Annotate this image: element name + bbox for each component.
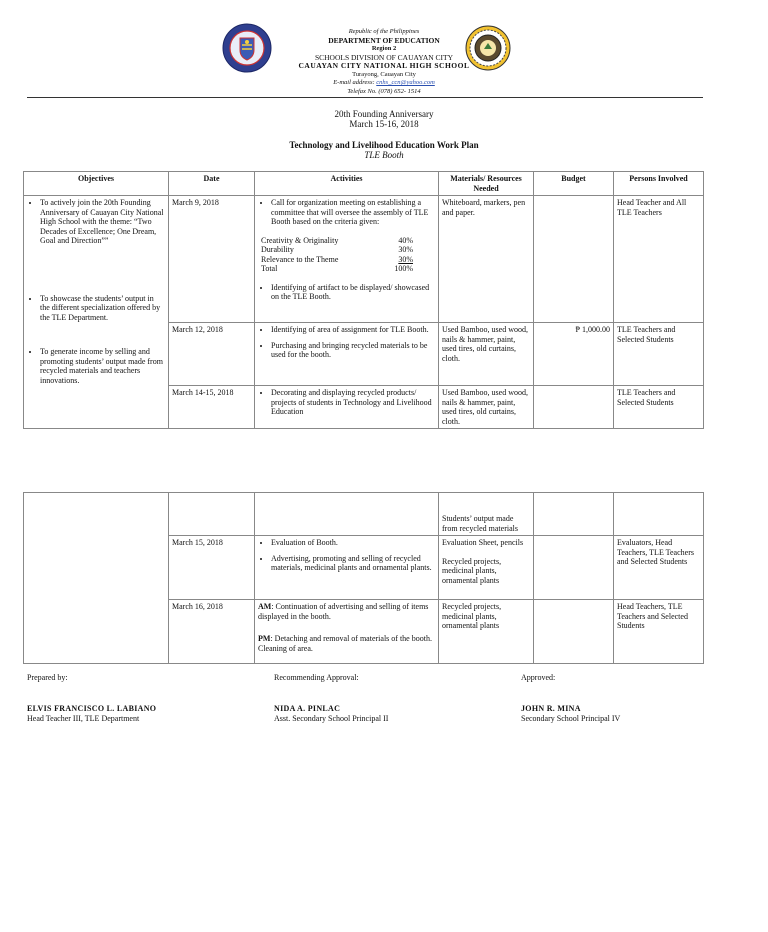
anniversary-title: 20th Founding Anniversary (334, 109, 434, 119)
prepared-name: ELVIS FRANCISCO L. LABIANO (27, 704, 157, 713)
letterhead-school: CAUAYAN CITY NATIONAL HIGH SCHOOL (298, 61, 470, 70)
criteria-name: Creativity & Originality (261, 235, 339, 245)
activities-cell (255, 536, 439, 600)
recommending-signatory (274, 704, 504, 723)
objective-item: • To actively join the 20th Founding Anniversary of Cauayan City National High School with the theme: “Two Decades of Excellence; One Dream, Goal and Direction”” (40, 198, 165, 246)
event-date: March 15-16, 2018 (349, 119, 419, 129)
pm-label: PM (258, 634, 271, 643)
table-row (24, 196, 704, 323)
work-plan-table-continued (23, 492, 704, 664)
letterhead (0, 28, 768, 96)
activity-item: • Advertising, promoting and selling of recycled materials, medicinal plants and ornamental plants. (271, 554, 435, 573)
activity-item: • Decorating and displaying recycled products/ projects of students in Technology and Livelihood Education (271, 388, 435, 417)
materials-cell: Recycled projects, medicinal plants, ornamental plants (439, 600, 534, 664)
date-cell: March 16, 2018 (169, 600, 255, 664)
criteria-list (258, 236, 435, 274)
activities-cell (255, 600, 439, 664)
activity-item: • Purchasing and bringing recycled materials to be used for the booth. (271, 341, 435, 360)
approved-signatory (521, 704, 741, 723)
table-row (24, 493, 704, 536)
persons-cell: Evaluators, Head Teachers, TLE Teachers and Selected Students (614, 536, 704, 600)
activities-cell (255, 493, 439, 536)
materials-line: Evaluation Sheet, pencils (442, 538, 524, 547)
criteria-name: Relevance to the Theme (261, 254, 339, 264)
persons-cell: Head Teacher and All TLE Teachers (614, 196, 704, 323)
header-divider (27, 97, 703, 98)
date-cell: March 12, 2018 (169, 323, 255, 386)
materials-line: Recycled projects, medicinal plants, ornamental plants (442, 556, 502, 585)
materials-cell: Whiteboard, markers, pen and paper. (439, 196, 534, 323)
approved-title: Secondary School Principal IV (521, 713, 621, 723)
criteria-name: Durability (261, 245, 294, 254)
letterhead-email-label: E-mail address: (333, 79, 375, 86)
objectives-cell (24, 493, 169, 664)
letterhead-republic: Republic of the Philippines (348, 28, 420, 35)
persons-cell (614, 493, 704, 536)
persons-cell: Head Teachers, TLE Teachers and Selected Students (614, 600, 704, 664)
work-plan-table (23, 171, 704, 429)
criteria-pct: 30% (398, 254, 413, 264)
budget-cell (534, 196, 614, 323)
materials-cell: Used Bamboo, used wood, nails & hammer, paint, used tires, old curtains, cloth. (439, 386, 534, 429)
work-plan-title: Technology and Livelihood Education Work Plan (289, 140, 479, 150)
activity-item: • Identifying of artifact to be displayed/ showcased on the TLE Booth. (271, 283, 435, 302)
date-cell: March 9, 2018 (169, 196, 255, 323)
persons-cell: TLE Teachers and Selected Students (614, 323, 704, 386)
date-cell (169, 493, 255, 536)
letterhead-region: Region 2 (371, 45, 397, 52)
activity-item: • Identifying of area of assignment for TLE Booth. (271, 325, 435, 335)
letterhead-division: SCHOOLS DIVISION OF CAUAYAN CITY (314, 52, 454, 62)
criteria-pct: 100% (394, 264, 413, 273)
date-cell: March 15, 2018 (169, 536, 255, 600)
persons-cell: TLE Teachers and Selected Students (614, 386, 704, 429)
header-date: Date (169, 172, 255, 196)
letterhead-phone: Telefax No. (078) 652- 1514 (347, 87, 421, 95)
budget-cell (534, 600, 614, 664)
pm-text: : Detaching and removal of materials of the booth. Cleaning of area. (258, 634, 432, 653)
header-objectives: Objectives (24, 172, 169, 196)
budget-cell (534, 493, 614, 536)
prepared-by-label: Prepared by: (27, 673, 68, 682)
materials-cell: Used Bamboo, used wood, nails & hammer, paint, used tires, old curtains, cloth. (439, 323, 534, 386)
recommending-title: Asst. Secondary School Principal II (274, 713, 389, 723)
letterhead-address: Turayong, Cauayan City (352, 70, 416, 78)
letterhead-email-link[interactable]: cnhs_ccn@yahoo.com (376, 79, 435, 86)
budget-cell: ₱ 1,000.00 (534, 323, 614, 386)
pm-activity (258, 634, 435, 653)
prepared-by-signatory (27, 704, 257, 723)
work-plan-subtitle: TLE Booth (364, 150, 404, 160)
recommending-name: NIDA A. PINLAC (274, 704, 341, 713)
recommending-approval-label: Recommending Approval: (274, 673, 359, 682)
header-persons: Persons Involved (614, 172, 704, 196)
objective-item: • To generate income by selling and promoting students’ output made from recycled materials and teachers innovations. (40, 347, 165, 385)
objective-item: • To showcase the students’ output in the different specialization offered by the TLE Department. (40, 294, 165, 323)
header-activities: Activities (255, 172, 439, 196)
approved-label: Approved: (521, 673, 556, 682)
budget-cell (534, 536, 614, 600)
am-activity (258, 602, 435, 621)
materials-cell (439, 536, 534, 600)
prepared-title: Head Teacher III, TLE Department (27, 713, 140, 723)
activity-item: • Evaluation of Booth. (271, 538, 435, 548)
am-label: AM (258, 602, 272, 611)
activity-item: • Call for organization meeting on establishing a committee that will oversee the assembly of TLE Booth based on the criteria given: (271, 198, 435, 227)
criteria-name: Total (261, 264, 278, 273)
activities-cell (255, 196, 439, 323)
date-cell: March 14-15, 2018 (169, 386, 255, 429)
activities-cell (255, 323, 439, 386)
objectives-cell (24, 196, 169, 429)
letterhead-department: DEPARTMENT OF EDUCATION (328, 35, 440, 45)
am-text: : Continuation of advertising and selling of items displayed in the booth. (258, 602, 429, 621)
materials-cell: Students’ output made from recycled materials (439, 493, 534, 536)
criteria-pct: 30% (398, 245, 413, 254)
table-header-row (24, 172, 704, 196)
header-materials: Materials/ Resources Needed (439, 172, 534, 196)
approved-name: JOHN R. MINA (521, 704, 581, 713)
header-budget: Budget (534, 172, 614, 196)
activities-cell (255, 386, 439, 429)
budget-cell (534, 386, 614, 429)
criteria-pct: 40% (398, 235, 413, 245)
